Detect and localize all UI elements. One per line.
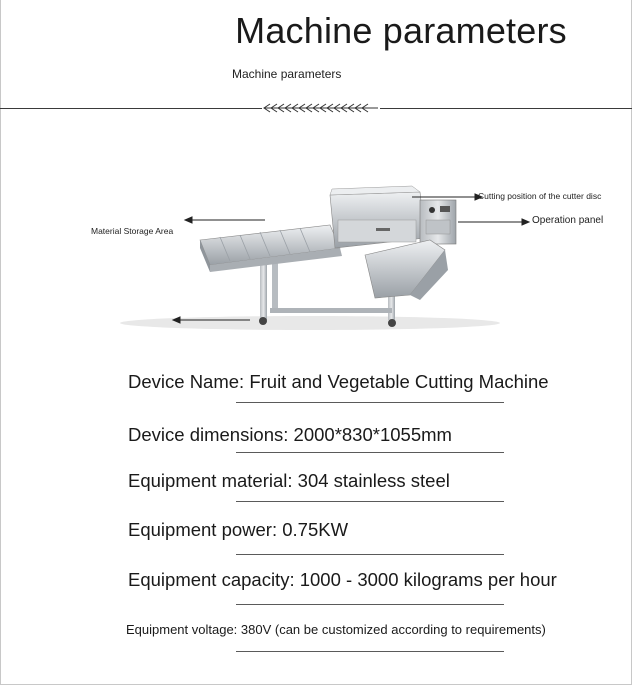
param-divider <box>236 604 504 605</box>
param-voltage: Equipment voltage: 380V (can be customized according to requirements) <box>126 622 546 637</box>
page-subtitle: Machine parameters <box>232 67 342 81</box>
param-device-name: Device Name: Fruit and Vegetable Cutting Machine <box>128 371 549 392</box>
label-operation-panel: Operation panel <box>532 215 604 226</box>
param-divider <box>236 554 504 555</box>
label-cutting-position: Cutting position of the cutter disc <box>478 191 602 201</box>
param-power: Equipment power: 0.75KW <box>128 519 349 540</box>
param-divider <box>236 651 504 652</box>
param-divider <box>236 402 504 403</box>
page-title: Machine parameters <box>235 10 567 51</box>
chevron-ornament-icon <box>262 102 380 114</box>
param-material: Equipment material: 304 stainless steel <box>128 470 450 491</box>
param-divider <box>236 452 504 453</box>
param-dimensions: Device dimensions: 2000*830*1055mm <box>128 424 452 445</box>
label-material-storage: Material Storage Area <box>91 226 174 236</box>
param-capacity: Equipment capacity: 1000 - 3000 kilograms per hour <box>128 569 557 590</box>
param-divider <box>236 501 504 502</box>
machine-image <box>80 180 632 340</box>
